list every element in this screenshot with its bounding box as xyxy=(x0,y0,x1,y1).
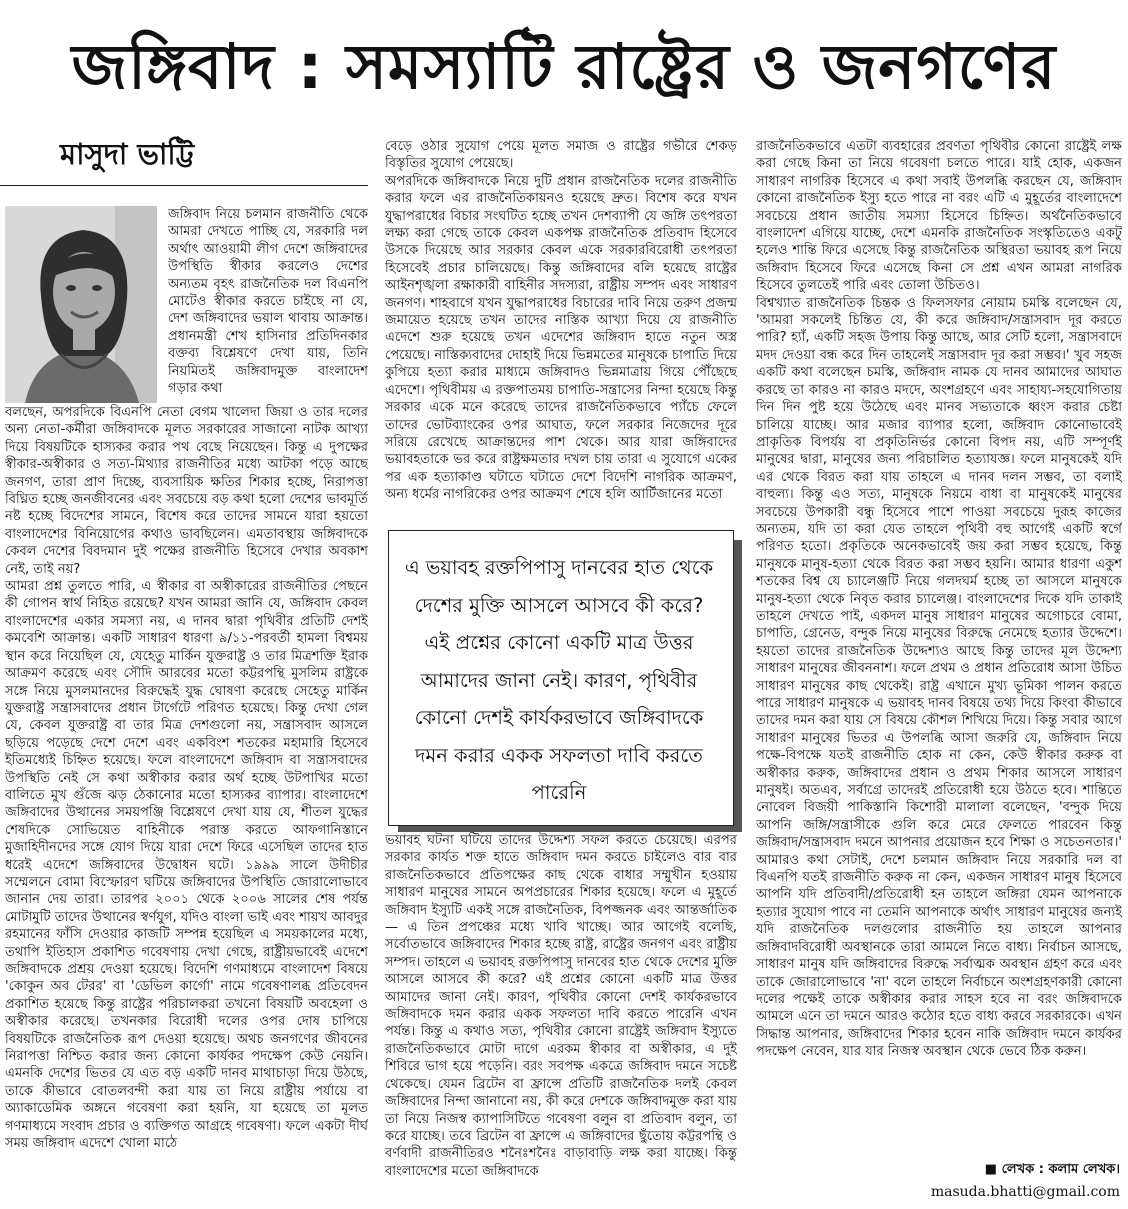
column-1-bottom-text: বলছেন, অপরদিকে বিএনপি নেতা বেগম খালেদা জিয়া ও তার দলের অন্য নেতা-কর্মীরা জঙ্গিবাদকে মূলত সরকারের সাজানো নাটক আখ্যা দিয়ে বিষয়টিকে হাস্যকর করার পথ বেছে নিয়েছেন। কিন্তু এ দুপক্ষের স্বীকার-অস্বীকার ও সত্য-মিথ্যার রাজনীতির মধ্যে আটকা পড়ে আছে জনগণ, তারা প্রাণ দিচ্ছে, ব্যবসায়িক ক্ষতির শিকার হচ্ছে, নিরাপত্তা বিঘ্নিত হচ্ছে জনজীবনের এবং সবচেয়ে বড় কথা হলো দেশের ভাবমূর্তি নষ্ট হচ্ছে বিদেশের সামনে, বিশেষ করে তাদের সামনে যারা হয়তো বাংলাদেশের বিনিয়োগের কথাও ভাবছিলেন। এমতাবস্থায় জঙ্গিবাদকে কেবল দেশের বিবদমান দুই পক্ষের রাজনীতি হিসেবে দেখার অবকাশ নেই, তাই নয়? আমরা প্রশ্ন তুলতে পারি, এ স্বীকার বা অস্বীকারের রাজনীতির পেছনে কী গোপন স্বার্থ নিহিত রয়েছে? যখন আমরা জানি যে, জঙ্গিবাদ কেবল বাংলাদেশের একার সমস্যা নয়, এ দানব দ্বারা পৃথিবীর প্রতিটি দেশই কমবেশি আক্রান্ত। একটি সাধারণ ধারণা ৯/১১-পরবর্তী হামলা বিশ্বময় স্থান করে নিয়েছিল যে, যেহেতু মার্কিন যুক্তরাষ্ট্র ও তার মিত্রশক্তি ইরাক আক্রমণ করেছে এবং সৌদি আরবের মতো কট্টরপন্থি মুসলিম রাষ্ট্রকে সঙ্গে নিয়ে মুসলমানদের বিরুদ্ধেই যুদ্ধ ঘোষণা করেছে সেহেতু মার্কিন যুক্তরাষ্ট্র সন্ত্রাসবাদের প্রধান টার্গেটে পরিণত হয়েছে। কিন্তু দেখা গেল যে, কেবল যুক্তরাষ্ট্র বা তার মিত্র দেশগুলো নয়, সন্ত্রাসবাদ আসলে ছড়িয়ে পড়েছে দেশে দেশে এবং একবিংশ শতকের মহামারি হিসেবে ইতিমধ্যেই চিহ্নিত হয়েছে। ফলে বাংলাদেশে জঙ্গিবাদ বা সন্ত্রাসবাদের উপস্থিতি নেই সে কথা অস্বীকার করার অর্থ হচ্ছে উটপাখির মতো বালিতে মুখ গুঁজে ঝড় ঠেকানোর মতো হাস্যকর ব্যাপার। বাংলাদেশে জঙ্গিবাদের উত্থানের সময়পঞ্জি বিশ্লেষণে দেখা যায় যে, শীতল যুদ্ধের শেষদিকে সোভিয়েত বাহিনীকে পরাস্ত করতে আফগানিস্তানে মুজাহিদীনদের সঙ্গে যোগ দিয়ে যারা দেশে ফিরে এসেছিল তাদের হাত ধরেই এদেশে জঙ্গিবাদের উদ্বোধন ঘটে। ১৯৯৯ সালে উদীচীর সম্মেলনে বোমা বিস্ফোরণ ঘটিয়ে জঙ্গিবাদের উপস্থিতি জোরালোভাবে জানান দেয় তারা। তারপর ২০০১ থেকে ২০০৬ সালের শেষ পর্যন্ত মোটামুটি তাদের উত্থানের স্বর্ণযুগ, যদিও বাংলা ভাই এবং শায়খ আবদুর রহমানের ফাঁসি দেওয়ার কাজটি সম্পন্ন হয়েছিল এ সময়কালের মধ্যে, তথাপি ইতিহাস প্রকাশিত গবেষণায় দেখা গেছে, রাষ্ট্রীয়ভাবেই এদেশে জঙ্গিবাদকে প্রশ্রয় দেওয়া হয়েছে। বিদেশি গণমাধ্যমে বাংলাদেশ বিষয়ে 'কোকুন অব টেরর' বা 'ডেভিল কার্গো' নামে গবেষণালব্ধ প্রতিবেদন প্রকাশিত হয়েছে কিন্তু রাষ্ট্রের পরিচালকরা তখনো বিষয়টি অবহেলা ও অস্বীকার করেছে। তখনকার বিরোধী দলের ওপর দোষ চাপিয়ে বিষয়টিকে রাজনৈতিক রূপ দেওয়া হয়েছে। অথচ জনগণের জীবনের নিরাপত্তা নিশ্চিত করার জন্য কোনো কার্যকর পদক্ষেপ কেউ নেয়নি। এমনকি দেশের ভিতর যে এত বড় একটি দানব মাথাচাড়া দিয়ে উঠছে, তাকে কীভাবে বোতলবন্দী করা যায় তা নিয়ে রাষ্ট্রীয় পর্যায়ে বা অ্যাকাডেমিক অঙ্গনে গবেষণা করা হয়নি, যা হয়েছে তা মূলত গণমাধ্যমে সংবাদ প্রচার ও ব্যক্তিগত আগ্রহে গবেষণা। ফলে একটা দীর্ঘ সময় জঙ্গিবাদ এদেশে খোলা মাঠে xyxy=(5,405,368,1152)
author-photo xyxy=(5,206,157,403)
author-byline: মাসুদা ভাট্টি xyxy=(60,137,195,171)
column-2-top-text: বেড়ে ওঠার সুযোগ পেয়ে মূলত সমাজ ও রাষ্ট্রের গভীরে শেকড় বিস্তৃতির সুযোগ পেয়েছে। অপরদিকে জঙ্গিবাদকে নিয়ে দুটি প্রধান রাজনৈতিক দলের রাজনীতি করার ফলে এর রাজনৈতিকায়নও হয়েছে দ্রুত। বিশেষ করে যখন যুদ্ধাপরাধের বিচার সংঘটিত হচ্ছে তখন দেশব্যাপী যে জঙ্গি তৎপরতা লক্ষ্য করা গেছে তাকে কেবল একপক্ষ রাজনৈতিক প্রতিবাদ হিসেবে উসকে দিয়েছে আর সরকার কেবল একে সরকারবিরোধী তৎপরতা হিসেবেই প্রচার চালিয়েছে। কিন্তু জঙ্গিবাদের বলি হয়েছে রাষ্ট্রের আইনশৃঙ্খলা রক্ষাকারী বাহিনীর সদস্যরা, রাষ্ট্রীয় সম্পদ এবং সাধারণ জনগণ। শাহবাগে যখন যুদ্ধাপরাধের বিচারের দাবি নিয়ে তরুণ প্রজন্ম জমায়েত হয়েছে তখন তাদের নাস্তিক আখ্যা দিয়ে যে রাজনীতি এদেশে শুরু হয়েছে তখন এদেশের জঙ্গিবাদ হাতে নতুন অস্ত্র পেয়েছে। নাস্তিক্যবাদের দোহাই দিয়ে ভিন্নমতের মানুষকে চাপাতি দিয়ে কুপিয়ে হত্যা করার মাধ্যমে জঙ্গিবাদও ভিন্নমাত্রায় গিয়ে পৌঁছেছে এদেশে। পৃথিবীময় এ রক্তপাতময় চাপাতি-সন্ত্রাসের নিন্দা হয়েছে কিন্তু সরকার একে মনে করেছে তাদের রাজনৈতিকভাবে প্যাঁচে ফেলে তাদের ভোটব্যাংকের ওপর আঘাত, ফলে সরকার নিজেদের দূরে সরিয়ে রেখেছে আক্রান্তদের পাশ থেকে। আর যারা জঙ্গিবাদের ভয়াবহতাকে ভর করে রাষ্ট্রক্ষমতার দখল চায় তারা এ সুযোগে একের পর এক হত্যাকাণ্ড ঘটাতে ঘটাতে দেশে বিদেশি নাগরিক আক্রমণ, অন্য ধর্মের নাগরিকের ওপর আক্রমণ শেষে হলি আর্টিজানের মতো xyxy=(385,139,737,503)
headline: জঙ্গিবাদ : সমস্যাটি রাষ্ট্রের ও জনগণের xyxy=(71,30,1057,103)
author-portrait-icon xyxy=(5,206,157,403)
column-2-top xyxy=(385,138,737,530)
column-3-text: রাজনৈতিকভাবে এতটা ব্যবহারের প্রবণতা পৃথিবীর কোনো রাষ্ট্রেই লক্ষ করা গেছে কিনা তা নিয়ে গবেষণা চলতে পারে। যাই হোক, একজন সাধারণ নাগরিক হিসেবে এ কথা সবাই উপলব্ধি করছেন যে, জঙ্গিবাদ কোনো রাজনৈতিক ইস্যু হতে পারে না বরং এটি এ মুহূর্তের বাংলাদেশে সবচেয়ে প্রধান জাতীয় সমস্যা হিসেবে চিহ্নিত। অর্থনৈতিকভাবে বাংলাদেশ এগিয়ে যাচ্ছে, দেশে এমনকি রাজনৈতিক সংস্কৃতিতেও একটু হলেও শান্তি ফিরে এসেছে কিন্তু রাজনৈতিক অস্থিরতা ভয়াবহ রূপ নিয়ে জঙ্গিবাদ হিসেবে ফিরে এসেছে কিনা সে প্রশ্ন এখন আমরা নাগরিক হিসেবে তুলতেই পারি এবং তোলা উচিতও। বিশ্বখ্যাত রাজনৈতিক চিন্তক ও ফিলসফার নোয়াম চমস্কি বলেছেন যে, 'আমরা সকলেই চিন্তিত যে, কী করে জঙ্গিবাদ/সন্ত্রাসবাদ দূর করতে পারি? হ্যাঁ, একটি সহজ উপায় কিন্তু আছে, আর সেটি হলো, সন্ত্রাসবাদে মদদ দেওয়া বন্ধ করে দিন তাহলেই সন্ত্রাসবাদ দূর করা সম্ভব।' খুব সহজ একটি কথা বলেছেন চমস্কি, জঙ্গিবাদ নামক যে দানব আমাদের আঘাত করছে তা কারও না কারও মদদে, অংশগ্রহণে এবং সাহায্য-সহযোগিতায় দিন দিন পুষ্ট হয়ে উঠেছে এবং মানব সভ্যতাকে ধ্বংস করার চেষ্টা চালিয়ে যাচ্ছে। আর মজার ব্যাপার হলো, জঙ্গিবাদ কোনোভাবেই প্রাকৃতিক বিপর্যয় বা প্রকৃতিনির্ভর কোনো বিপদ নয়, এটি সম্পূর্ণই মানুষের দ্বারা, মানুষের জন্য পরিচালিত হত্যাযজ্ঞ। ফলে মানুষকেই যদি এর থেকে বিরত করা যায় তাহলে এ দানব দলন সম্ভব, তা বলাই বাহুল্য। কিন্তু এও সত্য, মানুষকে নিয়মে বাধা বা মানুষকেই মানুষের সবচেয়ে উপকারী বন্ধু হিসেবে পাশে পাওয়া সবচেয়ে দুরূহ কাজের অন্যতম, যদি তা করা যেত তাহলে পৃথিবী বহু আগেই একটি স্বর্গে পরিণত হতো। প্রকৃতিকে অনেকভাবেই জয় করা সম্ভব হয়েছে, কিন্তু মানুষকে মানুষ-হত্যা থেকে বিরত করা সম্ভব হয়নি। আমার ধারণা একুশ শতকের বিশ্ব যে চ্যালেঞ্জটি নিয়ে গলদঘর্ম হচ্ছে তা আসলে মানুষকে মানুষ-হত্যা থেকে নিবৃত করার চ্যালেঞ্জ। বাংলাদেশের দিকে যদি তাকাই তাহলে দেখতে পাই, একদল মানুষ সাধারণ মানুষের অগোচরে বোমা, চাপাতি, গ্রেনেড, বন্দুক নিয়ে মানুষের বিরুদ্ধে নেমেছে হত্যার উদ্দেশে। হয়তো তাদের রাজনৈতিক উদ্দেশ্যও আছে কিন্তু তাদের মূল উদ্দেশ্য সাধারণ মানুষের জীবননাশ। ফলে প্রথম ও প্রধান প্রতিরোধ আসা উচিত সাধারণ মানুষের কাছ থেকেই। রাষ্ট্র এখানে মুখ্য ভূমিকা পালন করতে পারে সাধারণ মানুষকে এ ভয়াবহ দানব বিষয়ে তথ্য দিয়ে কিংবা কীভাবে তাদের দমন করা যায় সে বিষয়ে কৌশল শিখিয়ে দিয়ে। কিন্তু সবার আগে সাধারণ মানুষের ভিতর এ উপলব্ধি আসা জরুরি যে, জঙ্গিবাদ নিয়ে পক্ষে-বিপক্ষে যতই রাজনীতি হোক না কেন, কেউ স্বীকার করুক বা অস্বীকার করুক, জঙ্গিবাদের প্রধান ও প্রথম শিকার আসলে সাধারণ মানুষই। অতএব, সর্বাগ্রে তাদেরই প্রতিরোধী হয়ে উঠতে হবে। শান্তিতে নোবেল বিজয়ী পাকিস্তানি কিশোরী মালালা বলেছেন, 'বন্দুক দিয়ে আপনি জঙ্গি/সন্ত্রাসীকে গুলি করে মেরে ফেলতে পারবেন কিন্তু জঙ্গিবাদ/সন্ত্রাসবাদ দমনে আপনার প্রয়োজন হবে শিক্ষা ও সচেতনতার।' আমারও কথা সেটাই, দেশে চলমান জঙ্গিবাদ নিয়ে সরকারি দল বা বিএনপি যতই রাজনীতি করুক না কেন, একজন সাধারণ মানুষ হিসেবে আপনি যদি প্রতিবাদী/প্রতিরোধী হন তাহলে জঙ্গিরা যেমন আপনাকে হত্যার সুযোগ পাবে না তেমনি আপনাকে অর্থাৎ সাধারণ মানুষের জন্যই যদি রাজনৈতিক দলগুলোর রাজনীতি হয় তাহলে আপনার জঙ্গিবাদবিরোধী অবস্থানকে তারা আমলে নিতে বাধ্য। নির্বাচন আসছে, সাধারণ মানুষ যদি জঙ্গিবাদের বিরুদ্ধে সর্বাত্মক অবস্থান গ্রহণ করে এবং তাকে জোরালোভাবে 'না' বলে তাহলে নির্বাচনে অংশগ্রহণকারী কোনো দলের পক্ষেই তাকে অস্বীকার করার সাহস হবে না বরং জঙ্গিবাদকে আমলে এনে তা দমনে আরও কঠোর হতে বাধ্য করবে সরকারকে। এখন সিদ্ধান্ত আপনার, জঙ্গিবাদের শিকার হবেন নাকি জঙ্গিবাদ দমনে কার্যকর পদক্ষেপ নেবেন, যার যার নিজস্ব অবস্থান থেকে ভেবে ঠিক করুন। xyxy=(756,139,1122,1060)
column-1-top-text: জঙ্গিবাদ নিয়ে চলমান রাজনীতি থেকে আমরা দেখতে পাচ্ছি যে, সরকারি দল অর্থাৎ আওয়ামী লীগ দেশে জঙ্গিবাদের উপস্থিতি স্বীকার করলেও দেশের অন্যতম বৃহৎ রাজনৈতিক দল বিএনপি মোটেও স্বীকার করতে চাইছে না যে, দেশ জঙ্গিবাদের ভয়াল থাবায় আক্রান্ত। প্রধানমন্ত্রী শেখ হাসিনার প্রতিদিনকার বক্তব্য বিশ্লেষণে দেখা যায়, তিনি নিয়মিতই জঙ্গিবাদমুক্ত বাংলাদেশ গড়ার কথা xyxy=(168,207,368,397)
author-signature: ■ লেখক : কলাম লেখক। xyxy=(984,1162,1120,1177)
pull-quote-text: এ ভয়াবহ রক্তপিপাসু দানবের হাত থেকে দেশের মুক্তি আসলে আসবে কী করে? এই প্রশ্নের কোনো একটি মাত্র উত্তর আমাদের জানা নেই। কারণ, পৃথিবীর কোনো দেশই কার্যকরভাবে জঙ্গিবাদকে দমন করার একক সফলতা দাবি করতে পারেনি xyxy=(404,556,714,804)
author-email: masuda.bhatti@gmail.com xyxy=(930,1184,1120,1200)
pull-quote-box xyxy=(388,530,734,826)
column-3 xyxy=(756,138,1122,1158)
column-1-bottom xyxy=(5,404,368,1200)
column-2-bottom xyxy=(385,832,737,1200)
pull-quote-shadow-right xyxy=(734,540,742,830)
byline-divider xyxy=(0,185,368,186)
column-2-bottom-text: ভয়াবহ ঘটনা ঘটিয়ে তাদের উদ্দেশ্য সফল করতে চেয়েছে। এরপর সরকার কার্যত শক্ত হাতে জঙ্গিবাদ দমন করতে চাইলেও বার বার রাজনৈতিকভাবে প্রতিপক্ষের কাছ থেকে বাধার সম্মুখীন হওয়ায় সাধারণ মানুষের সামনে অপপ্রচারের শিকার হয়েছে। ফলে এ মুহূর্তে জঙ্গিবাদ ইস্যুটি একই সঙ্গে রাজনৈতিক, বিপজ্জনক এবং আন্তর্জাতিক— এ তিন প্রপঞ্চের মধ্যে খাবি খাচ্ছে। আর আগেই বলেছি, সর্বোতভাবে জঙ্গিবাদের শিকার হচ্ছে রাষ্ট্র, রাষ্ট্রের জনগণ এবং রাষ্ট্রীয় সম্পদ। তাহলে এ ভয়াবহ রক্তপিপাসু দানবের হাত থেকে দেশের মুক্তি আসলে আসবে কী করে? এই প্রশ্নের কোনো একটি মাত্র উত্তর আমাদের জানা নেই। কারণ, পৃথিবীর কোনো দেশই কার্যকরভাবে জঙ্গিবাদকে দমন করার একক সফলতা দাবি করতে পারেনি এখন পর্যন্ত। কিন্তু এ কথাও সত্য, পৃথিবীর কোনো রাষ্ট্রেই জঙ্গিবাদ ইস্যুতে রাজনৈতিকভাবে মোটা দাগে এরকম স্বীকার বা অস্বীকার, এ দুই শিবিরে ভাগ হয়ে পড়েনি। বরং সবপক্ষ একত্রে জঙ্গিবাদ দমনে সচেষ্ট থেকেছে। যেমন ব্রিটেন বা ফ্রান্সে প্রতিটি রাজনৈতিক দলই কেবল জঙ্গিবাদের নিন্দা জানানো নয়, কী করে দেশকে জঙ্গিবাদমুক্ত করা যায় তা নিয়ে নিজস্ব ক্যাপাসিটিতে গবেষণা বলুন বা প্রতিবাদ বলুন, তা করে যাচ্ছে। তবে ব্রিটেন বা ফ্রান্সে এ জঙ্গিবাদের ছুঁতোয় কট্টরপন্থি ও বর্ণবাদী রাজনীতিরও শনৈঃশনৈঃ বাড়াবাড়ি লক্ষ করা যাচ্ছে। কিন্তু বাংলাদেশের মতো জঙ্গিবাদকে xyxy=(385,833,737,1179)
column-1-top xyxy=(168,206,368,404)
